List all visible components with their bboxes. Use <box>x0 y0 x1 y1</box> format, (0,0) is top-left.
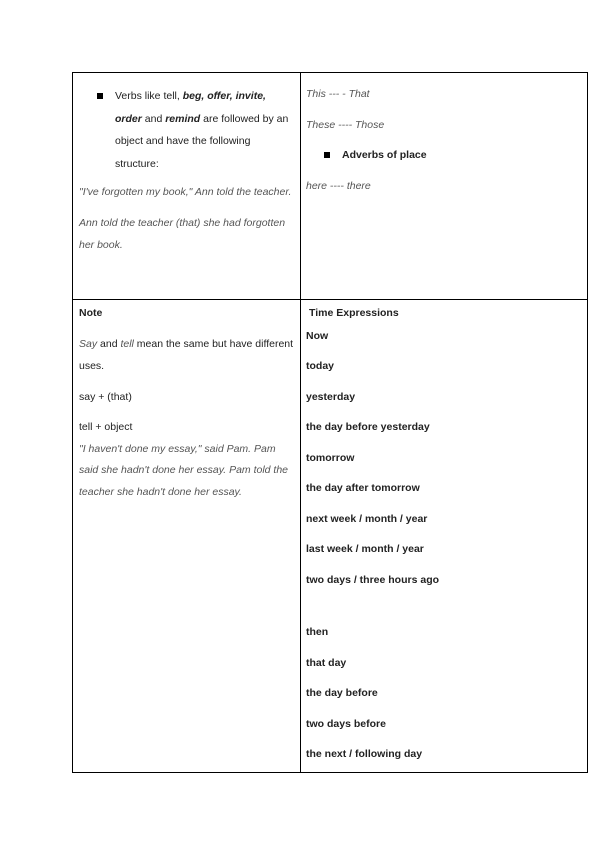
time-expression-item: that day <box>306 656 347 669</box>
verbs-bullet-text: Verbs like tell, beg, offer, invite, order and remind are followed by an object and have the following structure: <box>115 90 289 170</box>
time-expression-item: the next / following day <box>306 748 423 760</box>
adverbs-bullet-item <box>324 144 583 167</box>
time-expression-item: last week / month / year <box>306 543 424 555</box>
say-tell-example: "I haven't done my essay," said Pam. Pam said she hadn't done her essay. Pam told the teacher she hadn't done her essay. <box>79 442 289 498</box>
time-expression-item: then <box>306 626 329 638</box>
demonstrative-this-that: This --- - That <box>306 88 370 100</box>
verbs-bullet-item <box>79 85 294 175</box>
time-expression-item: today <box>306 360 335 372</box>
bullet-square-icon <box>324 152 330 158</box>
time-expression-item: tomorrow <box>306 451 355 464</box>
grammar-table <box>72 72 588 773</box>
note-heading: Note <box>79 307 103 319</box>
cell-time-expressions <box>301 300 589 774</box>
time-expression-item: next week / month / year <box>306 512 428 525</box>
time-expression-item: two days before <box>306 717 386 730</box>
time-expression-item: Now <box>306 329 329 342</box>
bullet-square-icon <box>97 93 103 99</box>
time-expression-item: the day before yesterday <box>306 421 430 433</box>
time-expression-item: the day after tomorrow <box>306 482 420 494</box>
adverb-here-there: here ---- there <box>306 179 371 192</box>
say-formula: say + (that) <box>79 390 132 403</box>
time-expressions-heading: Time Expressions <box>309 307 399 319</box>
say-tell-note: Say and tell mean the same but have different uses. <box>79 337 294 372</box>
adverbs-of-place-heading: Adverbs of place <box>342 149 427 161</box>
cell-note <box>73 300 300 503</box>
direct-speech-example: "I've forgotten my book," Ann told the teacher. <box>79 186 292 198</box>
time-expression-item: two days / three hours ago <box>306 573 440 586</box>
time-expressions-list-2 <box>306 621 583 766</box>
time-expression-item: the day before <box>306 687 378 699</box>
demonstrative-these-those: These ---- Those <box>306 118 385 131</box>
list-spacer <box>306 599 583 621</box>
cell-demonstratives <box>301 73 589 205</box>
reported-speech-example: Ann told the teacher (that) she had forgotten her book. <box>79 216 286 251</box>
time-expression-item: yesterday <box>306 390 356 403</box>
cell-verbs-structure <box>73 73 300 265</box>
time-expressions-list-1 <box>306 325 583 592</box>
tell-formula: tell + object <box>79 421 133 433</box>
